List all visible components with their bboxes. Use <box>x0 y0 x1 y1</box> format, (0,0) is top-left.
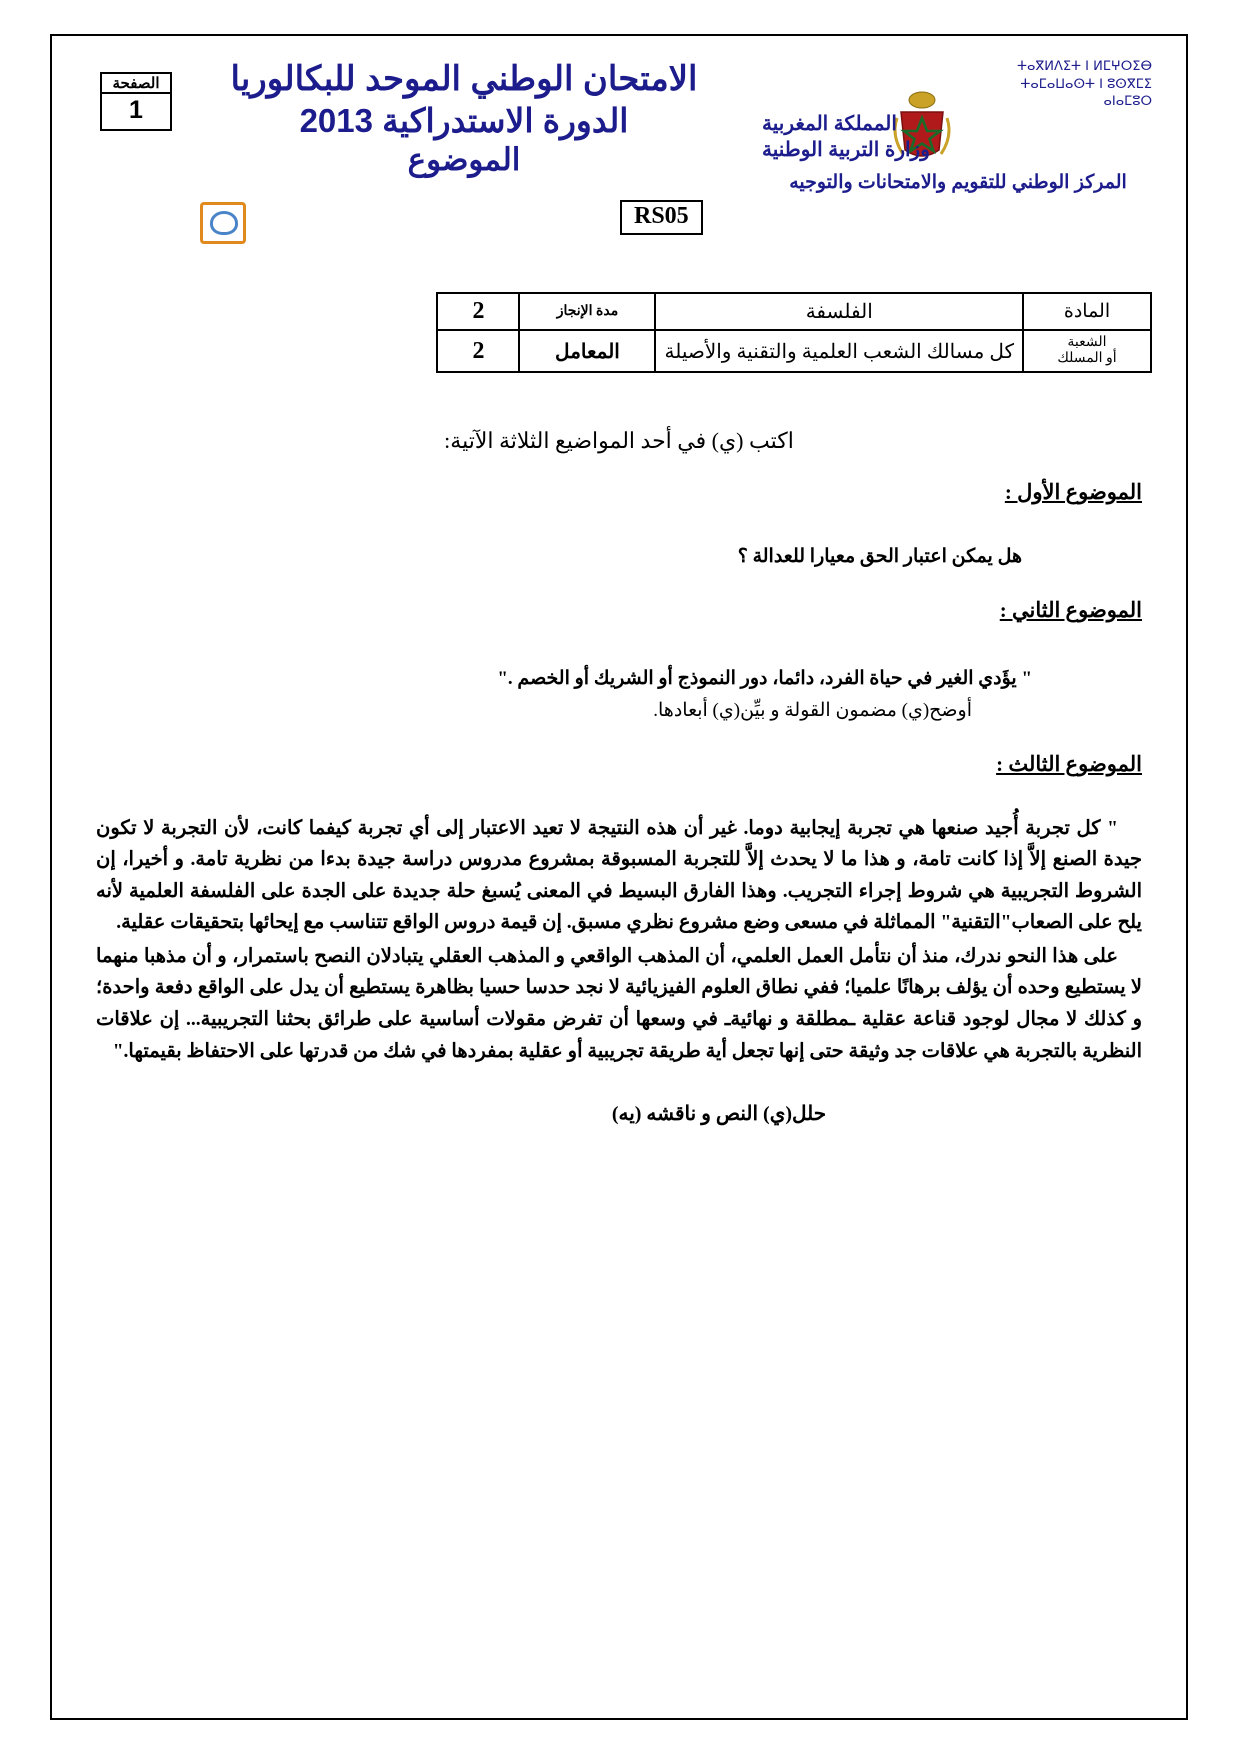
stream-label-line-1: الشعبة <box>1067 335 1107 350</box>
stream-label-line-2: أو المسلك <box>1057 351 1117 367</box>
coefficient-value: 2 <box>437 330 519 372</box>
subject-label: المادة <box>1023 293 1151 330</box>
exam-subject-word: الموضوع <box>407 141 521 177</box>
evaluation-center-name: المركز الوطني للتقويم والامتحانات والتوجيه <box>789 171 1127 193</box>
page-number-box <box>100 72 172 131</box>
ministry-block <box>758 58 1158 195</box>
ministry-name: وزارة التربية الوطنية <box>762 138 930 161</box>
topic-1-heading: الموضوع الأول : <box>1004 480 1142 504</box>
exam-session: الدورة الاستدراكية 2013 <box>299 102 629 140</box>
topic-3-paragraph-1: " كل تجربة أُجيد صنعها هي تجربة إيجابية دوما. غير أن هذه النتيجة لا تعيد الاعتبار إلى أي تجربة كيفما كانت، لأن التجربة لا تكون جيدة الصنع إلاَّ إذا كانت تامة، و هذا ما لا يحدث إلاَّ للتجربة المسبوقة بمشروع مدروس دراسة جيدة بدءا من نظرية تامة. و أخيرا، إن الشروط التجريبية هي شروط إجراء التجريب. وهذا الفارق البسيط في المعنى يُسبغ حلة جديدة على الجدة على الفلسفة العلمية لأنه يلح على الصعاب"التقنية" المماثلة في مسعى وضع مشروع نظري مسبق. إن قيمة دروس الواقع تتناسب مع إيحائها بتحقيقات عقلية. <box>96 817 1142 934</box>
stream-label <box>1023 330 1151 372</box>
stream-value: كل مسالك الشعب العلمية والتقنية والأصيلة <box>655 330 1023 372</box>
table-row <box>437 330 1151 372</box>
tifinagh-line-3: ⴰⵏⴰⵎⵓⵔ <box>1103 94 1152 110</box>
duration-label: مدة الإنجاز <box>519 293 655 330</box>
topic-2-heading: الموضوع الثاني : <box>999 597 1142 622</box>
topic-3-text <box>96 813 1142 1068</box>
duration-value: 2 <box>437 293 519 330</box>
exam-body <box>96 428 1142 1126</box>
exam-page <box>50 34 1188 1720</box>
exam-title-block <box>190 60 738 178</box>
instruction-text: اكتب (ي) في أحد المواضيع الثلاثة الآتية: <box>444 428 794 453</box>
closing-instruction: حلل(ي) النص و ناقشه (يه) <box>611 1103 827 1126</box>
topic-2-quote <box>96 665 1142 726</box>
table-row <box>437 293 1151 330</box>
tifinagh-line-2: ⵜⴰⵎⴰⵡⴰⵙⵜ ⵏ ⵓⵙⴳⵎⵉ <box>1020 76 1152 92</box>
exam-code: RS05 <box>620 200 703 235</box>
kingdom-name: المملكة المغربية <box>762 112 897 135</box>
topic-3-paragraph-2: على هذا النحو ندرك، منذ أن نتأمل العمل العلمي، أن المذهب الواقعي و المذهب العقلي يتبادلان النصح باستمرار، و أن مذهبا منهما لا يستطيع وحده أن يؤلف برهانًا علميا؛ ففي نطاق العلوم الفيزيائية لا نجد حدسا حسيا بظاهرة يستطيع أن يدل على الواقع دفعة واحدة؛ و كذلك لا مجال لوجود قناعة عقلية ـمطلقة و نهائيةـ في وسعها أن تفرض مقولات أساسية على طرائق بحثنا التجريبية... إن علاقات النظرية بالتجربة هي علاقات جد وثيقة حتى إنها تجعل أية طريقة تجريبية أو عقلية بمفردها في شك من قدرتها على الاحتفاظ بقيمتها." <box>96 945 1142 1062</box>
tifinagh-line-1: ⵜⴰⴳⵍⴷⵉⵜ ⵏ ⵍⵎⵖⵔⵉⴱ <box>1016 59 1152 74</box>
exam-info-table <box>436 292 1152 373</box>
ministry-logo-icon <box>200 202 246 244</box>
topic-2-quote-text: " يؤَدي الغير في حياة الفرد، دائما، دور النموذج أو الشريك أو الخصم ." <box>497 667 1032 689</box>
topic-3-heading: الموضوع الثالث : <box>996 751 1142 776</box>
exam-title: الامتحان الوطني الموحد للبكالوريا <box>230 60 698 98</box>
topic-1-text: هل يمكن اعتبار الحق معيارا للعدالة ؟ <box>737 546 1022 567</box>
page-label: الصفحة <box>102 74 170 94</box>
topic-2-task: أوضح(ي) مضمون القولة و بيِّن(ي) أبعادها. <box>653 700 972 721</box>
coefficient-label: المعامل <box>519 330 655 372</box>
page-header <box>80 50 1158 230</box>
subject-value: الفلسفة <box>655 293 1023 330</box>
page-number: 1 <box>129 96 143 124</box>
